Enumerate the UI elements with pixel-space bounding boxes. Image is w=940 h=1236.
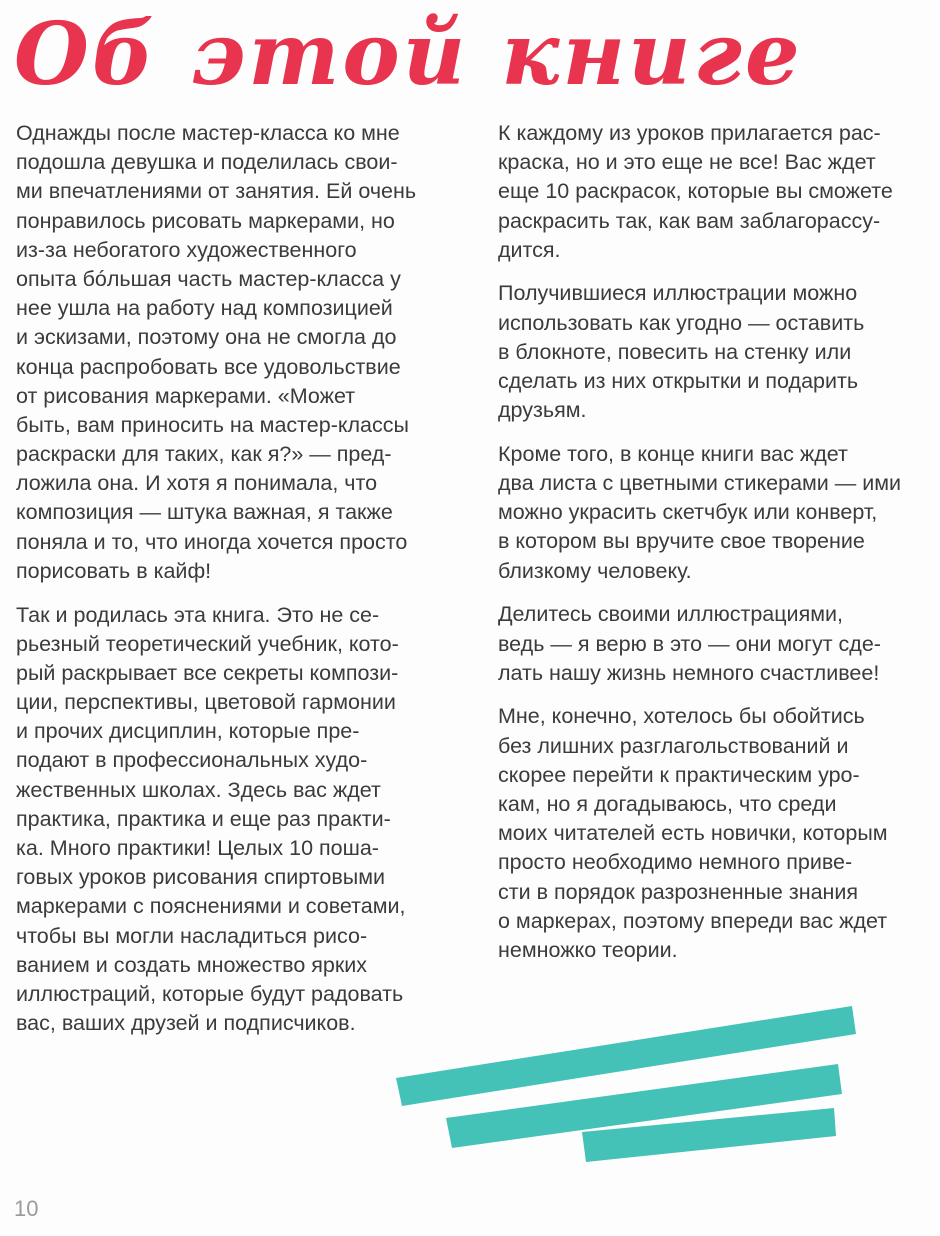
text-line: порисовать в кайф!: [16, 558, 212, 583]
text-line: дится.: [498, 237, 561, 262]
paragraph: [16, 601, 456, 1039]
text-line: чтобы вы могли насладиться рисо-: [16, 923, 368, 948]
text-line: можно украсить скетчбук или конверт,: [498, 500, 878, 525]
paragraph: [498, 600, 928, 688]
text-line: Мне, конечно, хотелось бы обойтись: [498, 704, 865, 729]
right-column: [498, 119, 928, 980]
text-line: просто необходимо немного приве-: [498, 850, 853, 875]
page-number: 10: [14, 1196, 39, 1221]
page-title: Об этой книге: [14, 4, 803, 105]
text-line: использовать как угодно — оставить: [498, 310, 865, 335]
text-line: поняла и то, что иногда хочется просто: [16, 529, 408, 554]
text-line: Делитесь своими иллюстрациями,: [498, 602, 843, 627]
text-line: моих читателей есть новички, которым: [498, 821, 888, 846]
text-line: и эскизами, поэтому она не смогла до: [16, 325, 397, 350]
text-line: ции, перспективы, цветовой гармонии: [16, 690, 396, 715]
text-line: К каждому из уроков прилагается рас-: [498, 121, 881, 145]
text-line: композиция — штука важная, я также: [16, 500, 393, 525]
text-line: Кроме того, в конце книги вас ждет: [498, 441, 848, 466]
text-line: в блокноте, повесить на стенку или: [498, 339, 852, 364]
text-line: ложила она. И хотя я понимала, что: [16, 471, 378, 496]
text-line: два листа с цветными стикерами — ими: [498, 471, 902, 496]
text-line: иллюстраций, которые будут радовать: [16, 981, 404, 1006]
text-line: лать нашу жизнь немного счастливее!: [498, 660, 880, 685]
text-line: вас, ваших друзей и подписчиков.: [16, 1011, 356, 1036]
paragraph: [498, 279, 928, 425]
text-line: раскрасить так, как вам заблагорассу-: [498, 208, 881, 233]
text-line: ми впечатлениями от занятия. Ей очень: [16, 179, 417, 204]
text-line: сти в порядок разрозненные знания: [498, 879, 859, 904]
text-line: о маркерах, поэтому впереди вас ждет: [498, 908, 888, 933]
text-line: ведь — я верю в это — они могут сде-: [498, 631, 881, 656]
text-line: из-за небогатого художественного: [16, 237, 357, 262]
text-line: близкому человеку.: [498, 558, 692, 583]
text-line: понравилось рисовать маркерами, но: [16, 208, 395, 233]
text-line: Так и родилась эта книга. Это не се-: [16, 602, 380, 627]
text-line: практика, практика и еще раз практи-: [16, 806, 391, 831]
paragraph: [16, 119, 456, 586]
paragraph: [498, 119, 928, 265]
text-line: скорее перейти к практическим уро-: [498, 762, 860, 787]
text-line: Получившиеся иллюстрации можно: [498, 281, 858, 306]
text-line: маркерами с пояснениями и советами,: [16, 894, 406, 919]
text-line: немножко теории.: [498, 937, 678, 962]
text-line: друзьям.: [498, 398, 587, 423]
text-line: кам, но я догадываюсь, что среди: [498, 791, 837, 816]
text-line: ванием и создать множество ярких: [16, 952, 368, 977]
paragraph: [498, 440, 928, 586]
left-column: [16, 119, 456, 1053]
text-line: подают в профессиональных худо-: [16, 748, 368, 773]
text-line: краска, но и это еще не все! Вас ждет: [498, 150, 876, 175]
text-line: от рисования маркерами. «Может: [16, 383, 356, 408]
text-line: Однажды после мастер-класса ко мне: [16, 121, 400, 145]
text-line: раскраски для таких, как я?» — пред-: [16, 442, 392, 467]
text-line: ка. Много практики! Целых 10 поша-: [16, 836, 379, 860]
text-line: подошла девушка и поделилась свои-: [16, 150, 398, 175]
paragraph: [498, 702, 928, 965]
marker-strokes-decoration: [380, 990, 880, 1180]
text-line: без лишних разглагольствований и: [498, 733, 849, 758]
text-line: говых уроков рисования спиртовыми: [16, 865, 386, 890]
text-line: опыта бóльшая часть мастер-класса у: [16, 266, 401, 291]
text-line: сделать из них открытки и подарить: [498, 369, 859, 393]
text-line: быть, вам приносить на мастер-классы: [16, 412, 409, 437]
text-line: рьезный теоретический учебник, кото-: [16, 631, 399, 656]
text-line: жественных школах. Здесь вас ждет: [16, 777, 381, 802]
text-line: и прочих дисциплин, которые пре-: [16, 719, 360, 744]
text-line: рый раскрывает все секреты компози-: [16, 660, 399, 685]
text-line: конца распробовать все удовольствие: [16, 354, 401, 379]
text-line: в котором вы вручите свое творение: [498, 529, 865, 554]
text-line: нее ушла на работу над композицией: [16, 296, 393, 321]
text-line: еще 10 раскрасок, которые вы сможете: [498, 179, 893, 204]
